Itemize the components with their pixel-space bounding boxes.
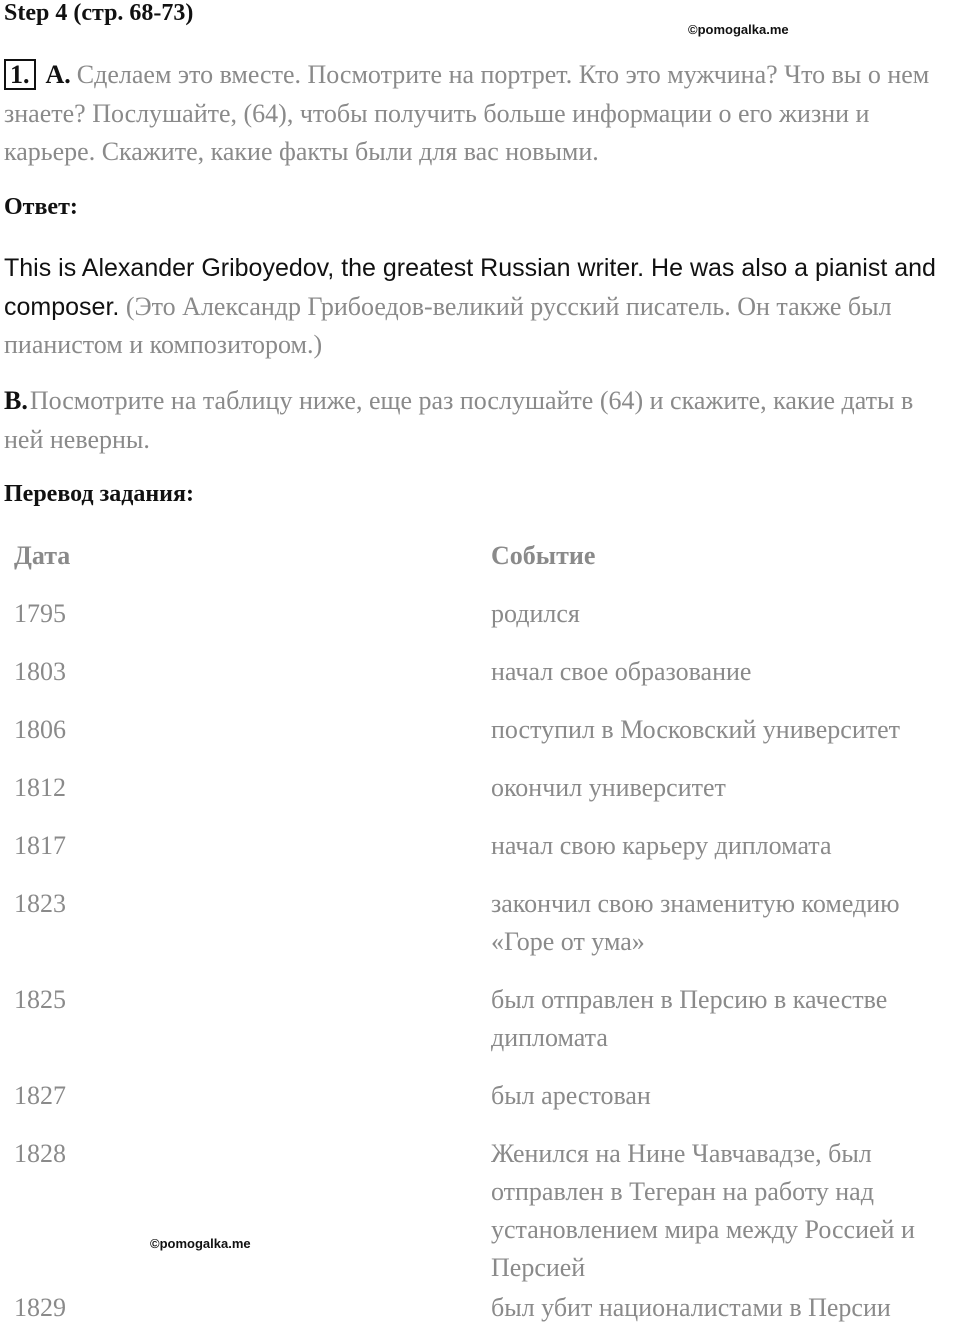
event-cell: начал свою карьеру дипломата — [491, 831, 832, 860]
date-cell: 1827 — [14, 1081, 66, 1110]
event-cell: родился — [491, 599, 580, 628]
event-cell: окончил университет — [491, 773, 726, 802]
column-header-event: Событие — [491, 541, 596, 570]
date-cell: 1812 — [14, 773, 66, 802]
task-number-badge: 1. — [4, 59, 36, 90]
answer-russian-text: (Это Александр Грибоедов-великий русский писатель. Он также был пианистом и композитором.) — [4, 291, 892, 359]
date-cell: 1825 — [14, 985, 66, 1014]
event-cell: Женился на Нине Чавчавадзе, был отправлен в Тегеран на работу над установлением мира между Россией и Персией — [491, 1139, 915, 1282]
table-row — [14, 653, 954, 711]
date-cell: 1828 — [14, 1139, 66, 1168]
table-row — [14, 711, 954, 769]
event-cell: был арестован — [491, 1081, 651, 1110]
table-row — [14, 1077, 954, 1135]
date-cell: 1795 — [14, 599, 66, 628]
page-title: Step 4 (стр. 68-73) — [4, 0, 194, 26]
table-row — [14, 1135, 954, 1289]
answer-paragraph — [4, 249, 956, 365]
date-cell: 1829 — [14, 1293, 66, 1322]
event-cell: поступил в Московский университет — [491, 715, 901, 744]
table-row — [14, 595, 954, 653]
task-a-text: Сделаем это вместе. Посмотрите на портрет. Кто это мужчина? Что вы о нем знаете? Послушайте, (64), чтобы получить больше информации о его жизни и карьере. Скажите, какие факты были для вас новыми. — [4, 60, 930, 166]
date-cell: 1803 — [14, 657, 66, 686]
event-cell: начал свое образование — [491, 657, 752, 686]
task-a-letter: A. — [45, 60, 71, 89]
watermark-top: ©pomogalka.me — [688, 22, 789, 37]
events-table — [14, 537, 954, 1329]
column-header-date: Дата — [14, 541, 71, 570]
event-cell: был убит националистами в Персии — [491, 1293, 891, 1322]
answer-heading: Ответ: — [4, 194, 78, 220]
task-b-letter: B. — [4, 386, 28, 415]
table-row — [14, 981, 954, 1077]
task-a-paragraph — [4, 56, 956, 172]
date-cell: 1823 — [14, 889, 66, 918]
answer-english-text: This is Alexander Griboyedov, the greatest Russian writer. He was also a pianist and composer. — [4, 254, 936, 321]
table-row — [14, 827, 954, 885]
event-cell: закончил свою знаменитую комедию «Горе от ума» — [491, 889, 900, 956]
table-header-row — [14, 537, 954, 595]
translation-heading: Перевод задания: — [4, 481, 194, 507]
event-cell: был отправлен в Персию в качестве дипломата — [491, 985, 888, 1052]
table-row — [14, 885, 954, 981]
watermark-bottom: ©pomogalka.me — [150, 1236, 251, 1251]
table-row — [14, 769, 954, 827]
table-row — [14, 1289, 954, 1329]
date-cell: 1817 — [14, 831, 66, 860]
task-b-text: Посмотрите на таблицу ниже, еще раз послушайте (64) и скажите, какие даты в ней неверны. — [4, 386, 914, 454]
task-b-paragraph — [4, 382, 956, 459]
date-cell: 1806 — [14, 715, 66, 744]
